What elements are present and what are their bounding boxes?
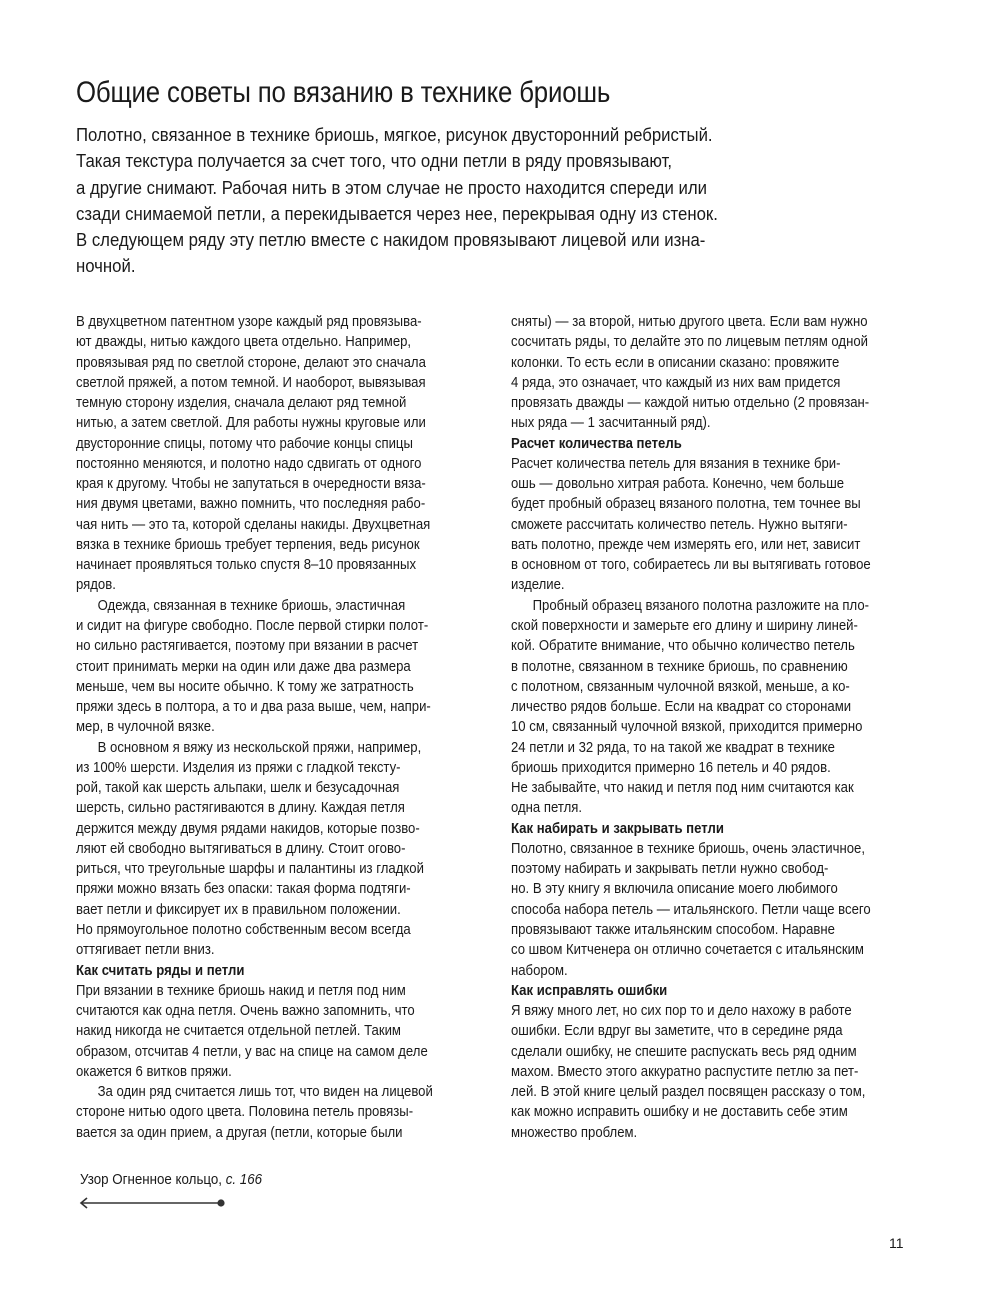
section-heading: Как считать ряды и петли bbox=[76, 962, 245, 979]
left-column-line: образом, отсчитав 4 петли, у вас на спице на самом деле bbox=[76, 1043, 428, 1060]
page-number: 11 bbox=[889, 1235, 904, 1251]
right-column-line: будет пробный образец вязаного полотна, тем точнее вы bbox=[511, 496, 861, 513]
left-column-line: считаются как одна петля. Очень важно запомнить, что bbox=[76, 1003, 415, 1020]
right-column-line: 4 ряда, это означает, что каждый из них вам придется bbox=[511, 374, 841, 391]
right-column bbox=[511, 312, 906, 1143]
right-column-line: Полотно, связанное в технике бриошь, очень эластичное, bbox=[511, 840, 865, 857]
left-column-line: держится между двумя рядами накидов, которые позво- bbox=[76, 820, 420, 837]
right-column-line: Я вяжу много лет, но сих пор то и дело нахожу в работе bbox=[511, 1003, 852, 1020]
left-column-line: вается за один прием, а другая (петли, которые были bbox=[76, 1124, 403, 1141]
left-column-line: светлой пряжей, а потом темной. И наоборот, вывязывая bbox=[76, 374, 426, 391]
right-column-line: ошь — довольно хитрая работа. Конечно, чем больше bbox=[511, 476, 845, 493]
section-heading: Как набирать и закрывать петли bbox=[511, 820, 724, 837]
intro-line: а другие снимают. Рабочая нить в этом случае не просто находится спереди или bbox=[76, 177, 708, 198]
right-column-line: личество рядов больше. Если на квадрат со сторонами bbox=[511, 699, 852, 716]
right-column-line: сделали ошибку, не спешите распускать весь ряд одним bbox=[511, 1043, 857, 1060]
left-column-line: ют дважды, нитью каждого цвета отдельно. Например, bbox=[76, 334, 412, 351]
left-column-line: пряжи здесь в полтора, а то и два раза выше, чем, напри- bbox=[76, 699, 431, 716]
right-column-line: множество проблем. bbox=[511, 1124, 638, 1141]
left-column-line: чая нить — это та, которой сделаны накиды. Двухцветная bbox=[76, 516, 431, 533]
right-column-line: колонки. То есть если в описании сказано: провяжите bbox=[511, 354, 840, 371]
left-column-paragraph-start: В основном я вяжу из нескольской пряжи, например, bbox=[97, 739, 422, 756]
right-column-line: бриошь приходится примерно 16 петель и 40 рядов. bbox=[511, 759, 831, 776]
right-column-line: лей. В этой книге целый раздел посвящен рассказу о том, bbox=[511, 1084, 866, 1101]
right-column-line: в основном от того, собираетесь ли вы вытягивать готовое bbox=[511, 557, 871, 574]
right-column-line: способа набора петель — итальянского. Петли чаще всего bbox=[511, 901, 871, 918]
left-column-paragraph-start: Одежда, связанная в технике бриошь, эластичная bbox=[97, 597, 406, 614]
right-column-line: изделие. bbox=[511, 577, 565, 594]
intro-line: Такая текстура получается за счет того, что одни петли в ряду провязывают, bbox=[76, 151, 673, 172]
right-column-line: поэтому набирать и закрывать петли нужно свобод- bbox=[511, 861, 829, 878]
figure-caption bbox=[80, 1172, 262, 1188]
right-column-line: одна петля. bbox=[511, 800, 583, 817]
right-column-line: Не забывайте, что накид и петля под ним считаются как bbox=[511, 780, 854, 797]
left-column-line: пряжи можно вязать без опаски: такая форма подтяги- bbox=[76, 881, 411, 898]
left-column-line: накид никогда не считается отдельной петлей. Таким bbox=[76, 1023, 401, 1040]
right-column-line: со швом Китченера он отлично сочетается с итальянским bbox=[511, 942, 864, 959]
right-column-line: как можно исправить ошибку и не доставить себе этим bbox=[511, 1104, 848, 1121]
right-column-line: 10 см, связанный чулочной вязкой, приходится примерно bbox=[511, 719, 863, 736]
left-column-line: и сидит на фигуре свободно. После первой стирки полот- bbox=[76, 617, 429, 634]
left-column-line: вает петли и фиксирует их в правильном положении. bbox=[76, 901, 401, 918]
left-column-line: провязывая ряд по светлой стороне, делают это сначала bbox=[76, 354, 426, 371]
left-column-line: темную сторону изделия, сначала делают ряд темной bbox=[76, 395, 407, 412]
right-column-line: Расчет количества петель для вязания в технике бри- bbox=[511, 455, 841, 472]
left-column-line: стороне нитью одого цвета. Половина петель провязы- bbox=[76, 1104, 414, 1121]
intro-line: В следующем ряду эту петлю вместе с накидом провязывают лицевой или изна- bbox=[76, 230, 706, 251]
right-column-line: сможете рассчитать количество петель. Нужно вытяги- bbox=[511, 516, 848, 533]
intro-line: ночной. bbox=[76, 256, 136, 277]
left-column-line: постоянно меняются, и полотно надо сдвигать от одного bbox=[76, 455, 422, 472]
left-column-line: нитью, а затем светлой. Для работы нужны круговые или bbox=[76, 415, 426, 432]
intro-line: Полотно, связанное в технике бриошь, мягкое, рисунок двусторонний ребристый. bbox=[76, 125, 713, 145]
right-column-paragraph-start: Пробный образец вязаного полотна разложите на пло- bbox=[532, 597, 870, 614]
left-column-line: вязка в технике бриошь требует терпения, ведь рисунок bbox=[76, 536, 420, 553]
right-column-line: 24 петли и 32 ряда, то на такой же квадрат в технике bbox=[511, 739, 835, 756]
left-column-paragraph-start: За один ряд считается лишь тот, что виден на лицевой bbox=[97, 1084, 433, 1101]
left-column-line: меньше, чем вы носите обычно. К тому же затратность bbox=[76, 678, 414, 695]
left-column-line: ляют ей свободно вытягиваться в длину. Стоит огово- bbox=[76, 840, 406, 857]
left-column-line: рядов. bbox=[76, 577, 116, 594]
left-column-line: шерсть, сильно растягиваются в длину. Каждая петля bbox=[76, 800, 405, 817]
right-column-line: набором. bbox=[511, 962, 568, 979]
left-column-line: стоит принимать мерки на один или даже два размера bbox=[76, 658, 411, 675]
right-column-line: провязать дважды — каждой нитью отдельно (2 провязан- bbox=[511, 395, 870, 412]
right-column-line: ных ряда — 1 засчитанный ряд). bbox=[511, 415, 711, 432]
right-column-line: махом. Вместо этого аккуратно распустите петлю за пет- bbox=[511, 1063, 859, 1080]
intro-line: сзади снимаемой петли, а перекидывается через нее, перекрывая одну из стенок. bbox=[76, 203, 718, 224]
left-column-line: Но прямоугольное полотно собственным весом всегда bbox=[76, 921, 411, 938]
left-column-line: рой, такой как шерсть альпаки, шелк и безусадочная bbox=[76, 780, 400, 797]
left-column-line: мер, в чулочной вязке. bbox=[76, 719, 215, 736]
right-column-line: сосчитать ряды, то делайте это по лицевым петлям одной bbox=[511, 334, 868, 351]
left-column-line: При вязании в технике бриошь накид и петля под ним bbox=[76, 982, 406, 999]
right-column-line: ошибки. Если вдруг вы заметите, что в середине ряда bbox=[511, 1023, 843, 1040]
right-column-line: в полотне, связанном в технике бриошь, по сравнению bbox=[511, 658, 848, 675]
section-heading: Как исправлять ошибки bbox=[511, 982, 668, 999]
right-column-line: ской поверхности и замерьте его длину и ширину линей- bbox=[511, 617, 858, 634]
left-column-line: оттягивает петли вниз. bbox=[76, 942, 215, 959]
left-column-line: из 100% шерсти. Изделия из пряжи с гладкой тексту- bbox=[76, 759, 401, 776]
page-title: Общие советы по вязанию в технике бриошь bbox=[76, 76, 611, 109]
caption-text: Узор Огненное кольцо, bbox=[80, 1172, 223, 1188]
left-column-line: начинает проявляться только спустя 8–10 провязанных bbox=[76, 557, 417, 574]
left-column-line: края к другому. Чтобы не запутаться в очередности вяза- bbox=[76, 476, 426, 493]
intro-paragraph bbox=[76, 122, 776, 280]
right-column-line: провязывают также итальянским способом. Наравне bbox=[511, 921, 835, 938]
left-column-line: окажется 6 витков пряжи. bbox=[76, 1063, 232, 1080]
left-column-line: В двухцветном патентном узоре каждый ряд провязыва- bbox=[76, 314, 422, 330]
left-column bbox=[76, 312, 471, 1143]
right-column-line: кой. Обратите внимание, что обычно количество петель bbox=[511, 638, 855, 655]
right-column-line: с полотном, связанным чулочной вязкой, меньше, а ко- bbox=[511, 678, 850, 695]
right-column-line: вать полотно, прежде чем измерять его, или нет, зависит bbox=[511, 536, 861, 553]
right-column-line: сняты) — за второй, нитью другого цвета. Если вам нужно bbox=[511, 314, 868, 330]
right-column-line: но. В эту книгу я включила описание моего любимого bbox=[511, 881, 838, 898]
left-column-line: но сильно растягивается, поэтому при вязании в расчет bbox=[76, 638, 419, 655]
left-column-line: риться, что треугольные шарфы и палантины из гладкой bbox=[76, 861, 424, 878]
left-column-line: двусторонние спицы, потому что рабочие концы спицы bbox=[76, 435, 413, 452]
caption-page-ref: с. 166 bbox=[225, 1172, 263, 1188]
left-column-line: ния двумя цветами, важно помнить, что последняя рабо- bbox=[76, 496, 426, 513]
section-heading: Расчет количества петель bbox=[511, 435, 682, 452]
left-arrow-icon bbox=[78, 1196, 226, 1210]
